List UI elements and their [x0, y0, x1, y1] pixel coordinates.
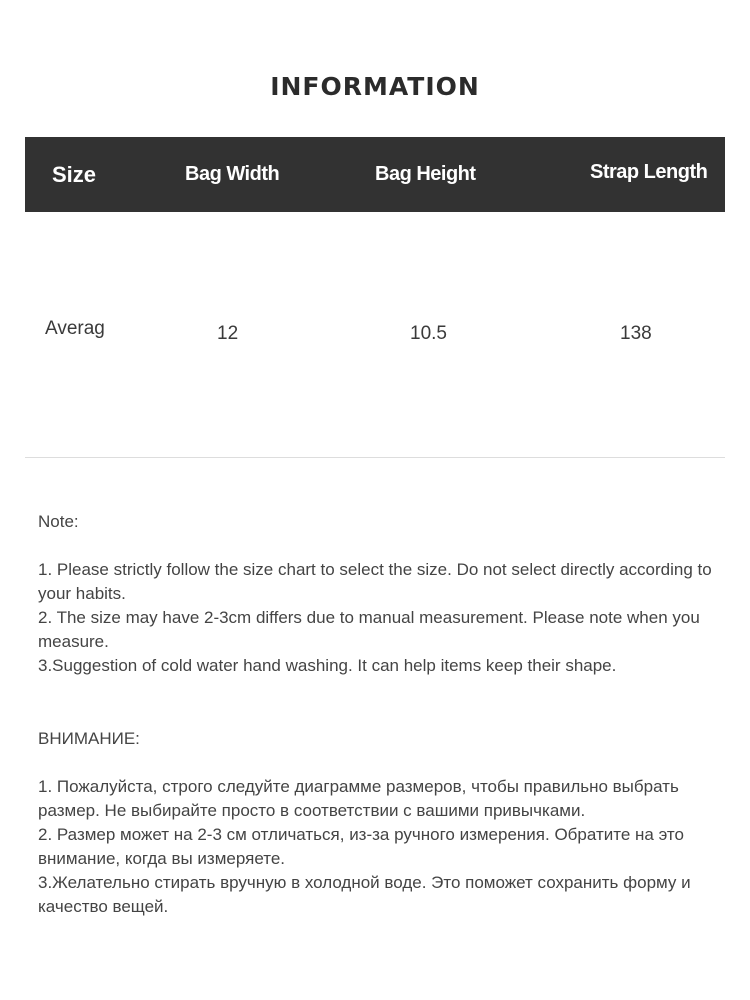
cell-bag-height: 10.5	[410, 323, 447, 344]
column-header-bag-width: Bag Width	[185, 163, 280, 185]
page-title: INFORMATION	[270, 71, 480, 101]
note-line: 2. Размер может на 2-3 см отличаться, из-за ручного измерения. Обратите на это внимание, когда вы измеряете.	[38, 825, 684, 868]
note-line: 3.Suggestion of cold water hand washing. It can help items keep their shape.	[38, 656, 617, 675]
notes-russian	[38, 727, 728, 919]
note-line: 3.Желательно стирать вручную в холодной воде. Это поможет сохранить форму и качество вещей.	[38, 873, 691, 916]
table-divider	[25, 457, 725, 458]
cell-bag-width: 12	[217, 323, 239, 344]
notes-english	[38, 510, 728, 678]
column-header-strap-length: Strap Length	[590, 161, 708, 183]
cell-strap-length: 138	[620, 323, 652, 344]
column-header-bag-height: Bag Height	[375, 163, 476, 185]
notes-heading: ВНИМАНИЕ:	[38, 729, 140, 748]
cell-size: Averag	[45, 318, 105, 339]
note-line: 1. Пожалуйста, строго следуйте диаграмме размеров, чтобы правильно выбрать размер. Не выбирайте просто в соответствии с вашими привычками.	[38, 777, 679, 820]
size-table-header	[25, 137, 725, 212]
note-line: 2. The size may have 2-3cm differs due to manual measurement. Please note when you measure.	[38, 608, 700, 651]
column-header-size: Size	[52, 162, 97, 187]
notes-heading: Note:	[38, 512, 79, 531]
note-line: 1. Please strictly follow the size chart to select the size. Do not select directly according to your habits.	[38, 560, 712, 603]
